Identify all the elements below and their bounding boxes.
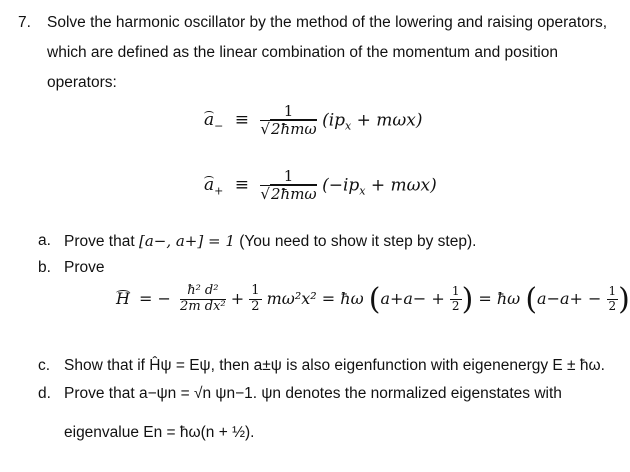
intro-line-1: Solve the harmonic oscillator by the method of the lowering and raising operators, (47, 14, 608, 31)
problem-number: 7. (18, 14, 31, 31)
part-d-eigenvalue: eigenvalue En = ħω(n + ½). (64, 424, 255, 441)
part-c-text: Show that if Ĥψ = Eψ, then a±ψ is also eigenfunction with eigenenergy E ± ħω. (64, 357, 605, 374)
part-b-label: b. (38, 259, 51, 276)
part-a-text: Prove that [a−, a+] = 1 (You need to show it step by step). (64, 232, 477, 250)
part-c-label: c. (38, 357, 51, 374)
part-a-label: a. (38, 232, 51, 249)
raising-operator-equation: $a_+$ ≡ $\frac{1}{\text{√2ħmω}}$ $(-ip_x + m\omega x)$ (204, 167, 437, 204)
hamiltonian-equation: H = − $\frac{\text{ħ² d²}}{\text{2m dx²}}$ + $\frac{1}{2}$ mω²x² = ħω (a+a− + $\frac{1}{2}$ ) = ħω (a−a+ − $\frac{1}{2}$ ) (116, 282, 630, 317)
lowering-operator-equation: $a_-$ ≡ $\frac{1}{\text{√2ħmω}}$ $(ip_x + m\omega x)$ (204, 102, 423, 139)
intro-line-3: operators: (47, 74, 117, 91)
part-b-text: Prove (64, 259, 105, 276)
part-d-label: d. (38, 385, 51, 402)
part-d-text: Prove that a−ψn = √n ψn−1. ψn denotes the normalized eigenstates with (64, 385, 562, 402)
intro-line-2: which are defined as the linear combination of the momentum and position (47, 44, 558, 61)
